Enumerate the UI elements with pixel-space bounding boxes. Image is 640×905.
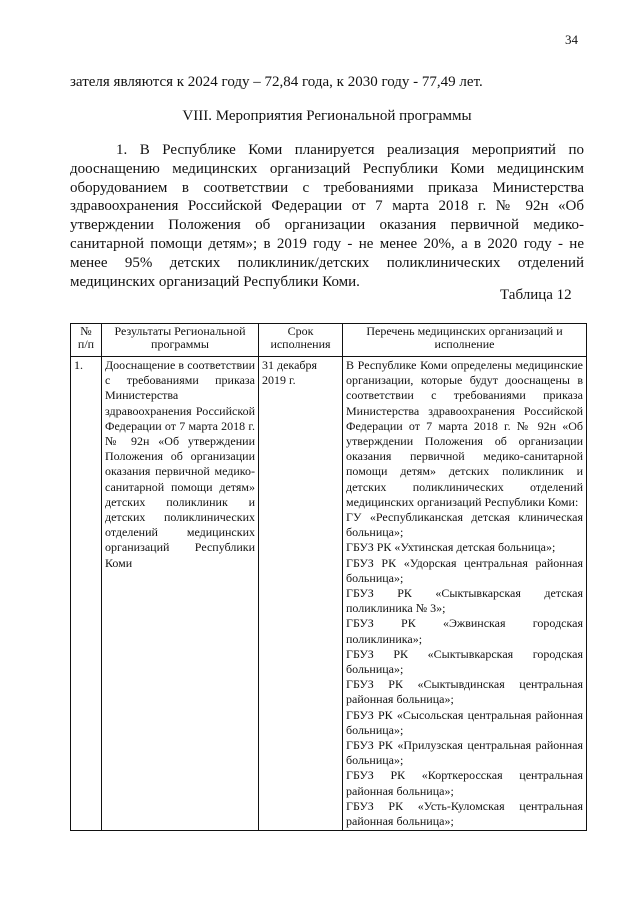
cell-number: 1. bbox=[71, 357, 102, 831]
header-organizations: Перечень медицинских организаций и исполнение bbox=[343, 324, 587, 357]
organization-item: ГБУЗ РК «Сыктывдинская центральная районная больница»; bbox=[346, 677, 583, 707]
table-caption: Таблица 12 bbox=[500, 287, 572, 303]
table-row bbox=[71, 357, 587, 831]
cell-deadline: 31 декабря 2019 г. bbox=[259, 357, 343, 831]
organization-item: ГУ «Республиканская детская клиническая больница»; bbox=[346, 510, 583, 540]
organization-item: ГБУЗ РК «Сысольская центральная районная больница»; bbox=[346, 707, 583, 737]
header-deadline: Срок исполнения bbox=[259, 324, 343, 357]
organization-item: ГБУЗ РК «Корткеросская центральная районная больница»; bbox=[346, 768, 583, 798]
organization-item: ГБУЗ РК «Удорская центральная районная больница»; bbox=[346, 555, 583, 585]
measures-table bbox=[70, 323, 587, 831]
organizations-intro: В Республике Коми определены медицинские организации, которые будут дооснащены в соответствии с требованиями приказа Министерства здравоохранения Российской Федерации от 7 марта 2018 г. № 92н «Об утверждении Положения об организации оказания первичной медико-санитарной помощи детям» детских поликлиник и детских поликлинических отделений медицинских организаций Республики Коми: bbox=[346, 358, 583, 509]
body-paragraph: 1. В Республике Коми планируется реализация мероприятий по дооснащению медицинских организаций Республики Коми медицинским оборудованием в соответствии с требованиями приказа Министерства здравоохранения Российской Федерации от 7 марта 2018 г. № 92н «Об утверждении Положения об организации оказания первичной медико-санитарной помощи детям»; в 2019 году - не менее 20%, а в 2020 году - не менее 95% детских поликлиник/детских поликлинических отделений медицинских организаций Республики Коми. bbox=[70, 142, 584, 290]
organization-item: ГБУЗ РК «Прилузская центральная районная больница»; bbox=[346, 738, 583, 768]
organization-item: ГБУЗ РК «Усть-Куломская центральная районная больница»; bbox=[346, 798, 583, 829]
table-header-row bbox=[71, 324, 587, 357]
section-title: VIII. Мероприятия Региональной программы bbox=[182, 108, 472, 124]
organization-item: ГБУЗ РК «Сыктывкарская городская больница»; bbox=[346, 646, 583, 677]
organization-item: ГБУЗ РК «Эжвинская городская поликлиника»; bbox=[346, 616, 583, 646]
organization-item: ГБУЗ РК «Ухтинская детская больница»; bbox=[346, 540, 556, 555]
cell-result: Дооснащение в соответствии с требованиями приказа Министерства здравоохранения Российской Федерации от 7 марта 2018 г. № 92н «Об утверждении Положения об организации оказания первичной медико-санитарной помощи детям» детских поликлиник и детских поликлинических отделений медицинских организаций Республики Коми bbox=[102, 357, 259, 831]
header-results: Результаты Региональной программы bbox=[102, 324, 259, 357]
page-number: 34 bbox=[565, 32, 578, 47]
header-number: № п/п bbox=[71, 324, 102, 357]
organization-item: ГБУЗ РК «Сыктывкарская детская поликлиника № 3»; bbox=[346, 586, 583, 616]
cell-organizations bbox=[343, 357, 587, 831]
continuation-text: зателя являются к 2024 году – 72,84 года, к 2030 году - 77,49 лет. bbox=[70, 74, 483, 90]
